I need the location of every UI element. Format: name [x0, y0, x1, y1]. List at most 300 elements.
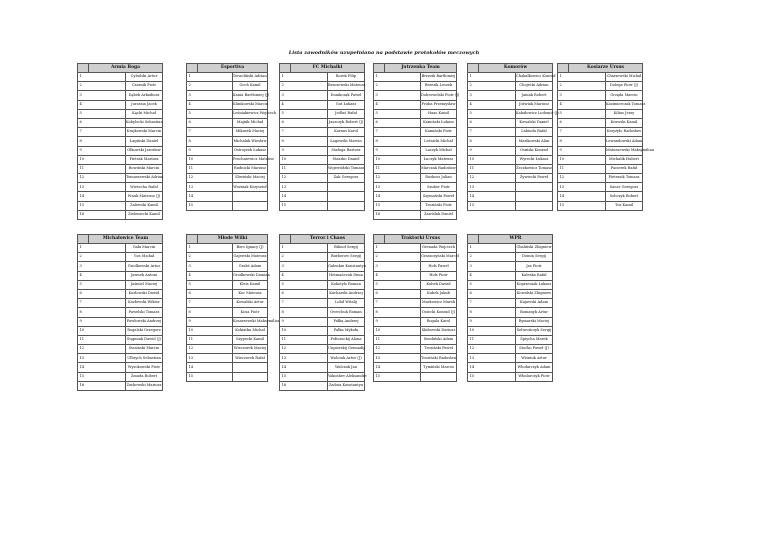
row-gap	[198, 128, 233, 137]
row-number: 2	[374, 253, 385, 262]
row-gap	[198, 109, 233, 118]
player-row	[468, 253, 553, 262]
player-row	[187, 174, 268, 183]
row-gap	[198, 183, 233, 192]
team-table-micha-owice-team	[77, 234, 163, 391]
player-row	[468, 192, 553, 201]
team-name: Terror i Chaos	[291, 235, 365, 244]
player-row	[468, 308, 553, 317]
row-number: 7	[468, 299, 479, 308]
row-number: 1	[558, 73, 569, 82]
player-name: Kosarzewski Maksymilian	[233, 317, 268, 326]
row-number: 3	[468, 91, 479, 100]
row-number: 12	[187, 174, 198, 183]
row-number: 5	[78, 109, 89, 118]
player-name: Prochniewicz Mateusz	[233, 155, 268, 164]
row-number: 8	[78, 137, 89, 146]
player-row	[187, 118, 268, 127]
player-name: Wieczorek Rafał	[233, 354, 268, 363]
player-name: Wieczorek Maciej	[233, 345, 268, 354]
player-row	[187, 244, 268, 253]
player-row	[78, 280, 163, 289]
player-row	[374, 363, 457, 372]
row-number: 11	[558, 164, 569, 173]
player-row	[374, 271, 457, 280]
player-name: Seliwończyk Sergij	[516, 326, 553, 335]
player-name: Gała Marcin	[126, 244, 163, 253]
row-number: 10	[374, 326, 385, 335]
player-name: Mikusek Maciej	[233, 128, 268, 137]
row-gap	[291, 244, 328, 253]
row-gap	[569, 109, 606, 118]
player-row	[468, 201, 553, 210]
player-row	[374, 289, 457, 298]
row-number: 9	[280, 317, 291, 326]
player-name: Pałka Mykoła	[328, 326, 365, 335]
row-gap	[198, 335, 233, 344]
row-gap	[291, 335, 328, 344]
player-name	[233, 372, 268, 381]
row-number: 13	[187, 354, 198, 363]
row-number: 9	[468, 146, 479, 155]
player-name: Romanyk Artur	[516, 308, 553, 317]
row-gap	[479, 299, 516, 308]
row-number: 3	[374, 262, 385, 271]
player-row	[374, 299, 457, 308]
row-number: 6	[280, 118, 291, 127]
header-spacer	[280, 235, 291, 244]
row-gap	[291, 82, 328, 91]
player-name: Bors Ignacy (J)	[233, 244, 268, 253]
row-gap	[291, 381, 328, 390]
team-table-armia-boga	[77, 63, 163, 220]
player-name	[328, 192, 365, 201]
player-name: Kujawski Adam	[516, 299, 553, 308]
player-name: Charzewski Michał	[606, 73, 643, 82]
player-row	[374, 73, 457, 82]
player-row	[280, 201, 365, 210]
row-number: 10	[187, 326, 198, 335]
row-gap	[198, 354, 233, 363]
player-name: Chaliński Zbigniew	[516, 244, 553, 253]
player-name: Zawiślak Daniel	[421, 210, 457, 219]
player-row	[374, 118, 457, 127]
row-number: 8	[280, 137, 291, 146]
row-gap	[479, 155, 516, 164]
player-name: Wojewódzki Tomasz	[328, 164, 365, 173]
team-name: Jutrzenka Team	[385, 64, 457, 73]
row-number: 7	[187, 299, 198, 308]
row-gap	[89, 201, 126, 210]
row-gap	[291, 192, 328, 201]
player-row	[187, 299, 268, 308]
player-row	[78, 381, 163, 390]
player-row	[468, 335, 553, 344]
player-name: Kowalski Artur	[233, 299, 268, 308]
row-gap	[385, 289, 421, 298]
player-row	[468, 363, 553, 372]
player-row	[468, 289, 553, 298]
player-name: Brzezik Leszek	[421, 82, 457, 91]
player-name: Majnik Michał	[233, 118, 268, 127]
row-gap	[198, 280, 233, 289]
header-spacer	[468, 235, 479, 244]
player-row	[374, 210, 457, 219]
row-gap	[89, 345, 126, 354]
row-gap	[479, 164, 516, 173]
player-row	[187, 289, 268, 298]
player-name: Dobrowolski Piotr (J)	[421, 91, 457, 100]
player-row	[78, 262, 163, 271]
player-row	[187, 345, 268, 354]
player-name: Borek Filip	[328, 73, 365, 82]
player-row	[280, 109, 365, 118]
team-name: Komorów	[479, 64, 553, 73]
player-row	[280, 335, 365, 344]
player-row	[280, 137, 365, 146]
player-name: Żmuda Robert	[126, 372, 163, 381]
row-number: 8	[374, 137, 385, 146]
player-name	[516, 192, 553, 201]
row-gap	[89, 146, 126, 155]
player-name: Pietrasik Tomasz	[606, 174, 643, 183]
player-name: Bilinoł Sergij	[328, 244, 365, 253]
row-gap	[479, 363, 516, 372]
player-name: Matuszewski Maksymilian	[606, 146, 643, 155]
row-gap	[479, 100, 516, 109]
player-name	[328, 183, 365, 192]
player-row	[78, 372, 163, 381]
player-name: Olkowski Jarosław	[126, 146, 163, 155]
row-gap	[89, 335, 126, 344]
player-name: Walczak Artur (J)	[328, 354, 365, 363]
row-gap	[89, 326, 126, 335]
row-gap	[198, 253, 233, 262]
player-name: Wnuk Mateusz (J)	[126, 192, 163, 201]
player-name: Kamiński Łukasz	[421, 118, 457, 127]
player-name: Koprzeniak Łukasz	[516, 280, 553, 289]
row-number: 5	[187, 109, 198, 118]
row-gap	[198, 91, 233, 100]
player-name: Żak Grzegorz	[328, 174, 365, 183]
row-gap	[385, 354, 421, 363]
player-row	[374, 164, 457, 173]
row-number: 3	[187, 91, 198, 100]
player-row	[468, 128, 553, 137]
player-row	[374, 345, 457, 354]
player-name: Kamiński Piotr	[421, 128, 457, 137]
player-row	[374, 137, 457, 146]
player-name: Rogalski Grzegorz	[126, 326, 163, 335]
row-gap	[385, 164, 421, 173]
player-name: Jaszczyk Robert (J)	[328, 118, 365, 127]
row-gap	[385, 183, 421, 192]
row-number: 1	[374, 244, 385, 253]
row-gap	[198, 118, 233, 127]
player-name: Osiński Konrad	[516, 146, 553, 155]
player-row	[468, 73, 553, 82]
row-gap	[291, 91, 328, 100]
row-gap	[569, 91, 606, 100]
row-gap	[569, 201, 606, 210]
row-gap	[291, 299, 328, 308]
player-row	[78, 308, 163, 317]
player-row	[468, 146, 553, 155]
row-number: 3	[280, 262, 291, 271]
row-gap	[385, 91, 421, 100]
row-gap	[385, 271, 421, 280]
row-number: 6	[78, 289, 89, 298]
player-row	[374, 372, 457, 381]
player-row	[187, 164, 268, 173]
player-row	[280, 363, 365, 372]
player-row	[187, 73, 268, 82]
team-table-terror-i-chaos	[279, 234, 365, 391]
row-gap	[385, 308, 421, 317]
row-number: 14	[280, 363, 291, 372]
row-number: 13	[558, 183, 569, 192]
player-name: Łagowski Marcin	[328, 137, 365, 146]
row-gap	[385, 174, 421, 183]
player-row	[374, 192, 457, 201]
row-number: 12	[187, 345, 198, 354]
row-number: 15	[468, 372, 479, 381]
row-number: 5	[374, 280, 385, 289]
row-number: 10	[280, 326, 291, 335]
team-table-fc-michalki	[279, 63, 365, 211]
player-row	[187, 128, 268, 137]
player-row	[280, 381, 365, 390]
row-number: 7	[280, 299, 291, 308]
player-row	[468, 118, 553, 127]
player-row	[280, 253, 365, 262]
row-gap	[198, 289, 233, 298]
team-name: Esportiva	[198, 64, 268, 73]
row-gap	[198, 192, 233, 201]
row-gap	[291, 164, 328, 173]
player-name	[233, 363, 268, 372]
row-gap	[89, 271, 126, 280]
player-name: Jaśmiel Maciej	[126, 280, 163, 289]
player-row	[78, 91, 163, 100]
row-number: 11	[280, 335, 291, 344]
player-row	[468, 280, 553, 289]
player-row	[374, 201, 457, 210]
row-number: 4	[468, 100, 479, 109]
player-name: Woźniak Krzysztof	[233, 183, 268, 192]
team-table-wpr	[467, 234, 553, 382]
player-row	[374, 326, 457, 335]
player-row	[468, 164, 553, 173]
player-name: Sobczyk Robert	[606, 192, 643, 201]
player-row	[187, 372, 268, 381]
player-row	[187, 82, 268, 91]
player-row	[78, 289, 163, 298]
row-number: 10	[468, 155, 479, 164]
row-gap	[479, 201, 516, 210]
player-name: Wiśniuk Artur	[516, 354, 553, 363]
team-table-esportiva	[186, 63, 277, 211]
row-gap	[291, 73, 328, 82]
header-spacer	[558, 64, 569, 73]
player-row	[280, 146, 365, 155]
player-name: Krzyżyło Radosław	[606, 128, 643, 137]
player-name: Walczak Jan	[328, 363, 365, 372]
player-row	[374, 109, 457, 118]
row-gap	[198, 372, 233, 381]
player-name: Grzęda Marcin	[606, 91, 643, 100]
player-name: Stasinski Marcin	[126, 345, 163, 354]
row-gap	[479, 118, 516, 127]
player-row	[187, 192, 268, 201]
player-row	[374, 91, 457, 100]
row-gap	[385, 118, 421, 127]
player-row	[187, 262, 268, 271]
row-number: 5	[78, 280, 89, 289]
row-gap	[291, 109, 328, 118]
row-gap	[291, 137, 328, 146]
team-name: WPR	[479, 235, 553, 244]
row-number: 3	[78, 91, 89, 100]
player-row	[468, 244, 553, 253]
row-number: 1	[468, 244, 479, 253]
header-spacer	[187, 235, 198, 244]
player-row	[374, 183, 457, 192]
player-name: Skibowski Dariusz	[421, 326, 457, 335]
player-row	[78, 82, 163, 91]
player-row	[468, 317, 553, 326]
row-gap	[89, 100, 126, 109]
player-name: Staszko Daniel	[328, 155, 365, 164]
player-name: Wysokowski Piotr	[126, 363, 163, 372]
row-gap	[479, 372, 516, 381]
row-number: 6	[468, 289, 479, 298]
row-number: 15	[374, 372, 385, 381]
player-name	[233, 192, 268, 201]
row-gap	[89, 280, 126, 289]
player-name: Labiuda Rafał	[516, 128, 553, 137]
row-gap	[89, 210, 126, 219]
row-gap	[479, 326, 516, 335]
player-row	[187, 201, 268, 210]
player-row	[187, 253, 268, 262]
row-gap	[89, 372, 126, 381]
player-row	[558, 137, 643, 146]
player-row	[280, 354, 365, 363]
row-gap	[385, 299, 421, 308]
row-number: 13	[78, 354, 89, 363]
row-number: 12	[78, 345, 89, 354]
row-number: 11	[468, 335, 479, 344]
player-row	[78, 253, 163, 262]
row-number: 14	[374, 363, 385, 372]
row-gap	[89, 354, 126, 363]
player-row	[374, 335, 457, 344]
row-number: 12	[78, 174, 89, 183]
row-number: 3	[468, 262, 479, 271]
player-row	[78, 192, 163, 201]
player-row	[558, 128, 643, 137]
player-name: Gajewski Mateusz	[233, 253, 268, 262]
row-number: 1	[468, 73, 479, 82]
row-gap	[479, 109, 516, 118]
row-number: 15	[187, 372, 198, 381]
row-gap	[89, 363, 126, 372]
row-number: 1	[374, 73, 385, 82]
team-name: Michałowice Team	[89, 235, 163, 244]
player-row	[78, 363, 163, 372]
player-name: Grenada Wojciech	[421, 244, 457, 253]
row-gap	[385, 210, 421, 219]
row-gap	[291, 326, 328, 335]
player-row	[280, 118, 365, 127]
row-gap	[291, 262, 328, 271]
row-number: 5	[374, 109, 385, 118]
player-name: Unpiorskij Gennadij	[328, 345, 365, 354]
row-number: 9	[558, 146, 569, 155]
player-row	[187, 363, 268, 372]
player-name: Kleis Kamil	[233, 280, 268, 289]
player-row	[280, 183, 365, 192]
row-number: 13	[468, 183, 479, 192]
row-number: 4	[280, 100, 291, 109]
player-name: Kowalski Zbigniew	[516, 289, 553, 298]
row-gap	[291, 174, 328, 183]
player-row	[78, 335, 163, 344]
row-gap	[198, 262, 233, 271]
row-gap	[198, 244, 233, 253]
player-row	[187, 109, 268, 118]
row-number: 14	[187, 192, 198, 201]
player-name: Lewandowski Adam	[606, 137, 643, 146]
player-row	[374, 146, 457, 155]
row-gap	[479, 183, 516, 192]
row-gap	[479, 354, 516, 363]
row-number: 13	[468, 354, 479, 363]
player-name: Markowicz Marek	[421, 299, 457, 308]
player-name: Grabś Adam	[233, 262, 268, 271]
row-number: 12	[558, 174, 569, 183]
row-gap	[291, 308, 328, 317]
row-gap	[89, 253, 126, 262]
player-row	[558, 146, 643, 155]
row-number: 13	[280, 183, 291, 192]
player-row	[468, 345, 553, 354]
row-gap	[198, 100, 233, 109]
row-gap	[89, 183, 126, 192]
player-name: Dąbek Arkadiusz	[126, 91, 163, 100]
row-number: 13	[374, 354, 385, 363]
row-gap	[569, 137, 606, 146]
row-gap	[198, 73, 233, 82]
player-name: Jedluś Rafał	[328, 109, 365, 118]
player-row	[280, 82, 365, 91]
row-number: 6	[558, 118, 569, 127]
row-gap	[385, 137, 421, 146]
player-row	[280, 317, 365, 326]
row-number: 6	[187, 289, 198, 298]
player-name: Pawłowski Andrzej	[126, 317, 163, 326]
row-number: 15	[280, 372, 291, 381]
row-number: 10	[374, 155, 385, 164]
player-name: Goch Kamil	[233, 82, 268, 91]
row-number: 8	[78, 308, 89, 317]
player-name: Ostrzyżek Łukasz	[233, 146, 268, 155]
row-gap	[569, 73, 606, 82]
team-name: FC Michalki	[291, 64, 365, 73]
player-name: Pawelski Tomasz	[126, 308, 163, 317]
row-gap	[569, 164, 606, 173]
